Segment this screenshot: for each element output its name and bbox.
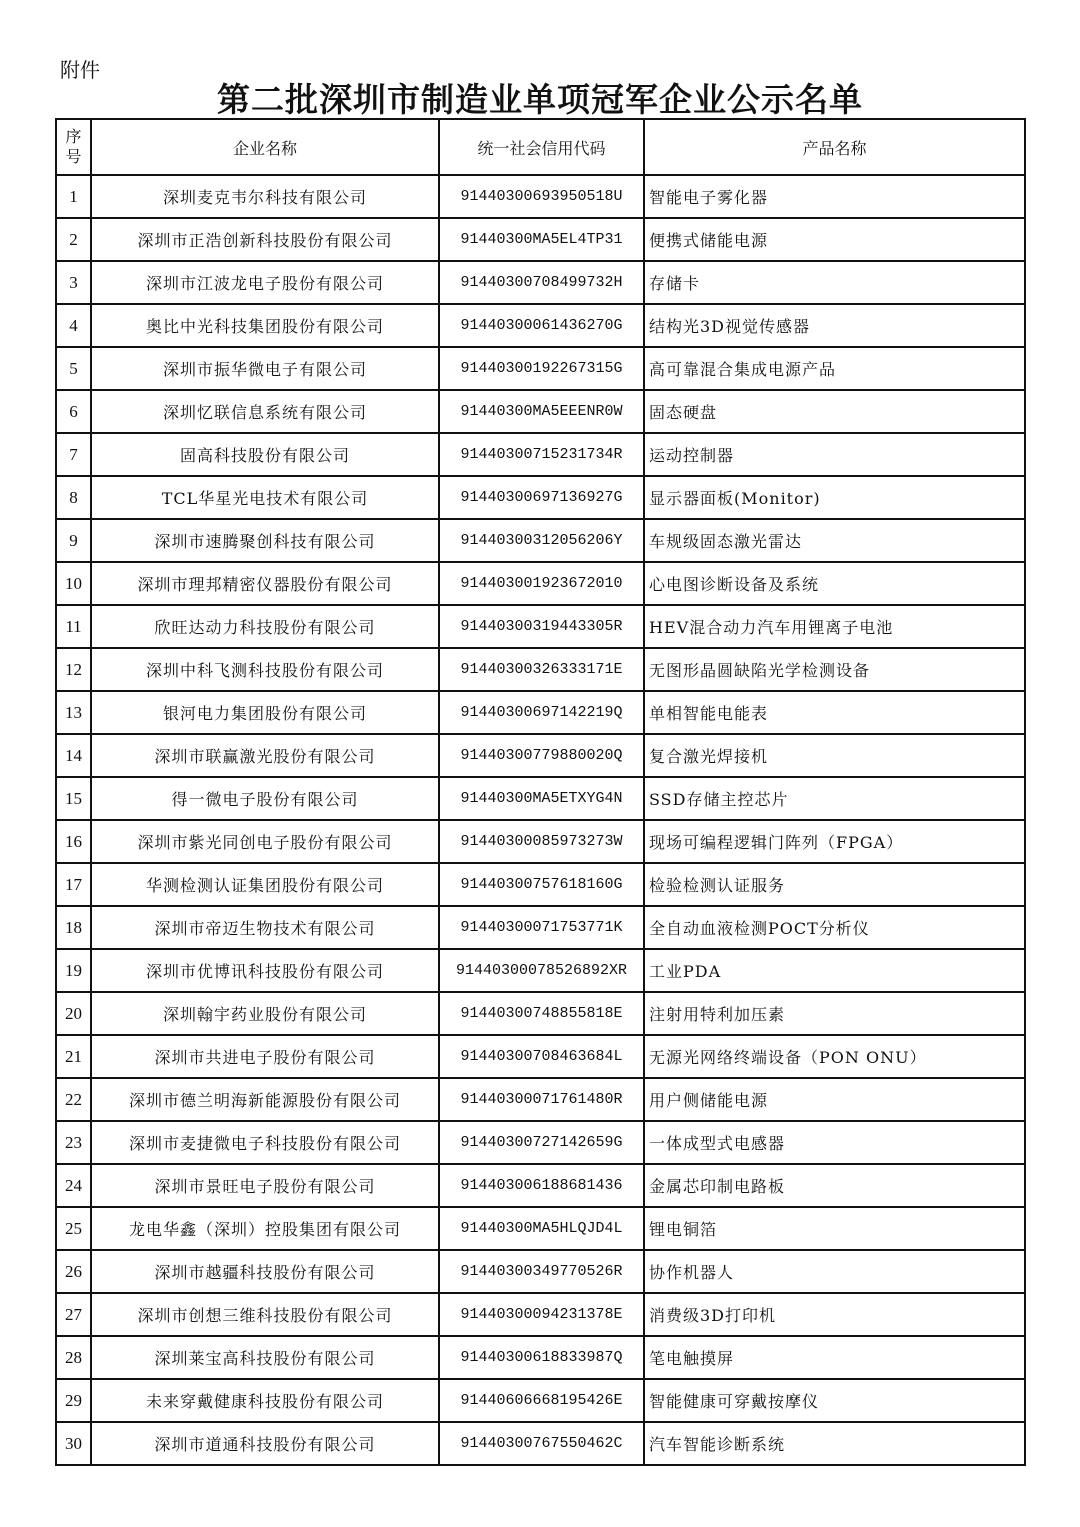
table-row [56, 691, 1025, 734]
table-row [56, 476, 1025, 519]
row-seq: 17 [56, 863, 91, 906]
row-seq: 29 [56, 1379, 91, 1422]
row-company-name: 深圳翰宇药业股份有限公司 [91, 992, 439, 1035]
table-row [56, 433, 1025, 476]
row-product-name: HEV混合动力汽车用锂离子电池 [644, 605, 1025, 648]
row-credit-code: 91440300715231734R [439, 433, 644, 476]
row-credit-code: 91440300MA5ETXYG4N [439, 777, 644, 820]
header-seq-line2: 号 [65, 147, 82, 166]
row-seq: 28 [56, 1336, 91, 1379]
row-credit-code: 91440300697142219Q [439, 691, 644, 734]
table-row [56, 906, 1025, 949]
row-seq: 25 [56, 1207, 91, 1250]
row-company-name: 深圳莱宝高科技股份有限公司 [91, 1336, 439, 1379]
table-row [56, 777, 1025, 820]
table-row [56, 519, 1025, 562]
row-product-name: 现场可编程逻辑门阵列（FPGA） [644, 820, 1025, 863]
row-product-name: 车规级固态激光雷达 [644, 519, 1025, 562]
row-credit-code: 91440300319443305R [439, 605, 644, 648]
row-product-name: 笔电触摸屏 [644, 1336, 1025, 1379]
table-row [56, 1078, 1025, 1121]
row-company-name: 未来穿戴健康科技股份有限公司 [91, 1379, 439, 1422]
row-seq: 19 [56, 949, 91, 992]
table-row [56, 1121, 1025, 1164]
row-seq: 14 [56, 734, 91, 777]
table-body [56, 175, 1025, 1465]
row-product-name: 存储卡 [644, 261, 1025, 304]
row-company-name: 深圳市帝迈生物技术有限公司 [91, 906, 439, 949]
table-row [56, 1422, 1025, 1465]
row-credit-code: 91440300779880020Q [439, 734, 644, 777]
row-company-name: 深圳市优博讯科技股份有限公司 [91, 949, 439, 992]
row-credit-code: 91440606668195426E [439, 1379, 644, 1422]
company-table [55, 118, 1026, 1466]
row-seq: 5 [56, 347, 91, 390]
row-product-name: 消费级3D打印机 [644, 1293, 1025, 1336]
row-seq: 8 [56, 476, 91, 519]
row-company-name: 深圳市紫光同创电子股份有限公司 [91, 820, 439, 863]
row-seq: 23 [56, 1121, 91, 1164]
row-credit-code: 91440300MA5HLQJD4L [439, 1207, 644, 1250]
row-credit-code: 91440300748855818E [439, 992, 644, 1035]
row-company-name: 深圳市速腾聚创科技有限公司 [91, 519, 439, 562]
table-row [56, 390, 1025, 433]
row-company-name: 华测检测认证集团股份有限公司 [91, 863, 439, 906]
table-header-row [56, 119, 1025, 175]
table-row [56, 949, 1025, 992]
table-row [56, 648, 1025, 691]
row-credit-code: 91440300192267315G [439, 347, 644, 390]
row-product-name: 用户侧储能电源 [644, 1078, 1025, 1121]
table-row [56, 734, 1025, 777]
header-seq-line1: 序 [65, 127, 82, 146]
row-company-name: 深圳市创想三维科技股份有限公司 [91, 1293, 439, 1336]
row-seq: 22 [56, 1078, 91, 1121]
header-code: 统一社会信用代码 [439, 119, 644, 175]
row-seq: 21 [56, 1035, 91, 1078]
row-seq: 16 [56, 820, 91, 863]
row-product-name: 显示器面板(Monitor) [644, 476, 1025, 519]
row-seq: 10 [56, 562, 91, 605]
header-seq [56, 119, 91, 175]
row-credit-code: 91440300757618160G [439, 863, 644, 906]
row-credit-code: 91440300312056206Y [439, 519, 644, 562]
row-company-name: 深圳麦克韦尔科技有限公司 [91, 175, 439, 218]
page-title: 第二批深圳市制造业单项冠军企业公示名单 [217, 80, 863, 119]
row-company-name: 欣旺达动力科技股份有限公司 [91, 605, 439, 648]
row-seq: 24 [56, 1164, 91, 1207]
table-row [56, 1336, 1025, 1379]
row-credit-code: 91440300767550462C [439, 1422, 644, 1465]
row-credit-code: 91440300697136927G [439, 476, 644, 519]
row-product-name: 智能电子雾化器 [644, 175, 1025, 218]
row-company-name: 深圳忆联信息系统有限公司 [91, 390, 439, 433]
row-seq: 6 [56, 390, 91, 433]
row-credit-code: 91440300MA5EEENR0W [439, 390, 644, 433]
row-seq: 13 [56, 691, 91, 734]
row-seq: 30 [56, 1422, 91, 1465]
row-product-name: 协作机器人 [644, 1250, 1025, 1293]
row-product-name: 无图形晶圆缺陷光学检测设备 [644, 648, 1025, 691]
row-seq: 15 [56, 777, 91, 820]
row-product-name: 检验检测认证服务 [644, 863, 1025, 906]
row-company-name: 深圳中科飞测科技股份有限公司 [91, 648, 439, 691]
table-row [56, 820, 1025, 863]
row-company-name: 深圳市理邦精密仪器股份有限公司 [91, 562, 439, 605]
row-company-name: 龙电华鑫（深圳）控股集团有限公司 [91, 1207, 439, 1250]
row-credit-code: 91440300693950518U [439, 175, 644, 218]
row-seq: 2 [56, 218, 91, 261]
row-product-name: 高可靠混合集成电源产品 [644, 347, 1025, 390]
row-product-name: SSD存储主控芯片 [644, 777, 1025, 820]
row-product-name: 单相智能电能表 [644, 691, 1025, 734]
row-product-name: 锂电铜箔 [644, 1207, 1025, 1250]
row-seq: 7 [56, 433, 91, 476]
row-seq: 3 [56, 261, 91, 304]
table-row [56, 175, 1025, 218]
row-company-name: 奥比中光科技集团股份有限公司 [91, 304, 439, 347]
row-credit-code: 91440300MA5EL4TP31 [439, 218, 644, 261]
row-product-name: 固态硬盘 [644, 390, 1025, 433]
table-row [56, 1293, 1025, 1336]
row-seq: 4 [56, 304, 91, 347]
row-company-name: 深圳市联赢激光股份有限公司 [91, 734, 439, 777]
row-credit-code: 91440300708463684L [439, 1035, 644, 1078]
row-credit-code: 91440300071761480R [439, 1078, 644, 1121]
row-seq: 1 [56, 175, 91, 218]
table-row [56, 992, 1025, 1035]
row-company-name: 深圳市景旺电子股份有限公司 [91, 1164, 439, 1207]
row-credit-code: 91440300071753771K [439, 906, 644, 949]
table-row [56, 1164, 1025, 1207]
row-product-name: 工业PDA [644, 949, 1025, 992]
row-credit-code: 91440300708499732H [439, 261, 644, 304]
table-row [56, 1035, 1025, 1078]
row-company-name: 得一微电子股份有限公司 [91, 777, 439, 820]
row-seq: 20 [56, 992, 91, 1035]
row-seq: 11 [56, 605, 91, 648]
row-product-name: 注射用特利加压素 [644, 992, 1025, 1035]
row-product-name: 心电图诊断设备及系统 [644, 562, 1025, 605]
row-credit-code: 91440300094231378E [439, 1293, 644, 1336]
row-company-name: 深圳市麦捷微电子科技股份有限公司 [91, 1121, 439, 1164]
row-credit-code: 91440300078526892XR [439, 949, 644, 992]
table-row [56, 261, 1025, 304]
table-row [56, 605, 1025, 648]
row-seq: 18 [56, 906, 91, 949]
table-row [56, 562, 1025, 605]
row-company-name: 深圳市越疆科技股份有限公司 [91, 1250, 439, 1293]
table-row [56, 863, 1025, 906]
row-product-name: 一体成型式电感器 [644, 1121, 1025, 1164]
table-row [56, 1379, 1025, 1422]
row-seq: 27 [56, 1293, 91, 1336]
table-row [56, 304, 1025, 347]
attachment-label: 附件 [60, 58, 100, 82]
row-credit-code: 91440300618833987Q [439, 1336, 644, 1379]
row-product-name: 全自动血液检测POCT分析仪 [644, 906, 1025, 949]
table-row [56, 1207, 1025, 1250]
row-seq: 12 [56, 648, 91, 691]
header-company: 企业名称 [91, 119, 439, 175]
row-company-name: TCL华星光电技术有限公司 [91, 476, 439, 519]
row-product-name: 运动控制器 [644, 433, 1025, 476]
row-credit-code: 91440300349770526R [439, 1250, 644, 1293]
row-credit-code: 91440300727142659G [439, 1121, 644, 1164]
row-company-name: 固高科技股份有限公司 [91, 433, 439, 476]
row-company-name: 深圳市正浩创新科技股份有限公司 [91, 218, 439, 261]
table-row [56, 347, 1025, 390]
row-seq: 9 [56, 519, 91, 562]
row-company-name: 深圳市道通科技股份有限公司 [91, 1422, 439, 1465]
row-product-name: 复合激光焊接机 [644, 734, 1025, 777]
row-product-name: 结构光3D视觉传感器 [644, 304, 1025, 347]
row-credit-code: 914403006188681436 [439, 1164, 644, 1207]
row-product-name: 便携式储能电源 [644, 218, 1025, 261]
table-row [56, 1250, 1025, 1293]
row-product-name: 无源光网络终端设备（PON ONU） [644, 1035, 1025, 1078]
row-company-name: 深圳市振华微电子有限公司 [91, 347, 439, 390]
table-row [56, 218, 1025, 261]
row-credit-code: 914403001923672010 [439, 562, 644, 605]
row-credit-code: 91440300326333171E [439, 648, 644, 691]
row-seq: 26 [56, 1250, 91, 1293]
row-company-name: 深圳市江波龙电子股份有限公司 [91, 261, 439, 304]
row-company-name: 银河电力集团股份有限公司 [91, 691, 439, 734]
row-credit-code: 91440300085973273W [439, 820, 644, 863]
row-product-name: 汽车智能诊断系统 [644, 1422, 1025, 1465]
row-company-name: 深圳市共进电子股份有限公司 [91, 1035, 439, 1078]
header-product: 产品名称 [644, 119, 1025, 175]
row-product-name: 金属芯印制电路板 [644, 1164, 1025, 1207]
row-product-name: 智能健康可穿戴按摩仪 [644, 1379, 1025, 1422]
row-credit-code: 91440300061436270G [439, 304, 644, 347]
row-company-name: 深圳市德兰明海新能源股份有限公司 [91, 1078, 439, 1121]
